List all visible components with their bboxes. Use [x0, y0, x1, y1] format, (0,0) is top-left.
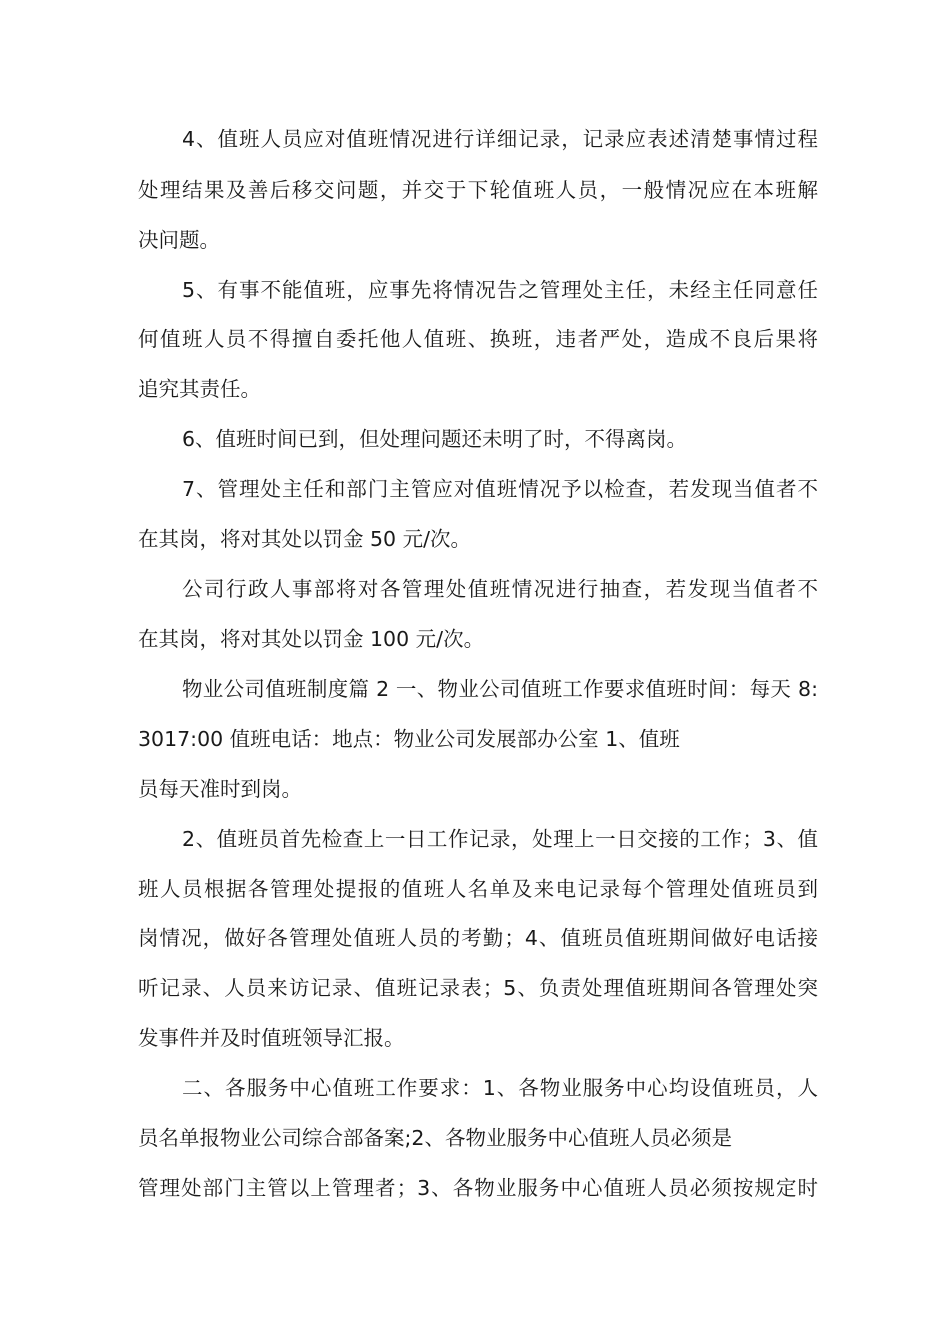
text-line: 6、值班时间已到，但处理问题还未明了时，不得离岗。: [182, 427, 688, 451]
text-line: 在其岗，将对其处以罚金 50 元/次。: [138, 527, 472, 551]
text-line: 在其岗，将对其处以罚金 100 元/次。: [138, 627, 485, 651]
text-line: 追究其责任。: [138, 377, 261, 401]
text-line: 4、值班人员应对值班情况进行详细记录，记录应表述清楚事情过程: [182, 127, 818, 151]
text-line: 岗情况，做好各管理处值班人员的考勤；4、值班员值班期间做好电话接: [138, 926, 818, 950]
text-line: 员每天准时到岗。: [138, 777, 302, 801]
text-line: 何值班人员不得擅自委托他人值班、换班，违者严处，造成不良后果将: [138, 327, 818, 351]
text-line: 员名单报物业公司综合部备案;2、各物业服务中心值班人员必须是: [138, 1126, 732, 1150]
text-line: 发事件并及时值班领导汇报。: [138, 1026, 405, 1050]
text-line: 2、值班员首先检查上一日工作记录，处理上一日交接的工作；3、值: [182, 827, 818, 851]
text-line: 二、各服务中心值班工作要求：1、各物业服务中心均设值班员，人: [182, 1076, 818, 1100]
text-line: 公司行政人事部将对各管理处值班情况进行抽查，若发现当值者不: [182, 577, 818, 601]
text-line: 处理结果及善后移交问题，并交于下轮值班人员，一般情况应在本班解: [138, 178, 818, 202]
text-line: 3017:00 值班电话：地点：物业公司发展部办公室 1、值班: [138, 727, 680, 751]
text-line: 班人员根据各管理处提报的值班人名单及来电记录每个管理处值班员到: [138, 877, 818, 901]
text-line: 管理处部门主管以上管理者；3、各物业服务中心值班人员必须按规定时: [138, 1176, 818, 1200]
text-line: 5、有事不能值班，应事先将情况告之管理处主任，未经主任同意任: [182, 278, 818, 302]
text-line: 7、管理处主任和部门主管应对值班情况予以检查，若发现当值者不: [182, 477, 818, 501]
text-line: 物业公司值班制度篇 2 一、物业公司值班工作要求值班时间：每天 8:: [182, 677, 818, 701]
text-line: 听记录、人员来访记录、值班记录表；5、负责处理值班期间各管理处突: [138, 976, 818, 1000]
text-line: 决问题。: [138, 228, 220, 252]
